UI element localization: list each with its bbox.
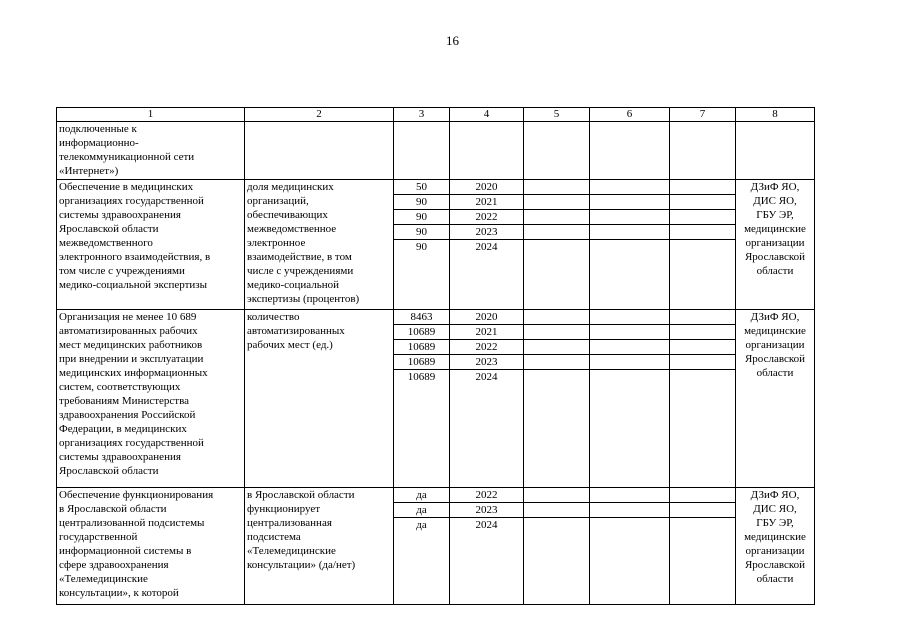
value-item: да [394, 503, 449, 518]
indicator-cell: доля медицинских организаций, обеспечивающих межведомственное электронное взаимодействие, в том числе с учреждениями медико-социальной экспертизы (процентов) [245, 180, 394, 310]
executor-cell: ДЗиФ ЯО, ДИС ЯО, ГБУ ЭР, медицинские организации Ярославской области [736, 180, 815, 310]
value-item: 8463 [394, 310, 449, 325]
measures-table [56, 107, 815, 605]
table-row [57, 122, 815, 180]
year-item: 2022 [450, 210, 523, 225]
empty-cell [670, 310, 736, 488]
column-header: 4 [450, 108, 524, 122]
measure-cell: Обеспечение функционирования в Ярославской области централизованной подсистемы государственной информационной системы в сфере здравоохранения «Телемедицинские консультации», к которой [57, 488, 245, 605]
value-item: да [416, 519, 427, 531]
year-item: 2024 [475, 241, 498, 253]
table-row [57, 180, 815, 310]
year-item: 2022 [450, 488, 523, 503]
empty-cell [590, 122, 670, 180]
value-item: 90 [394, 225, 449, 240]
column-header: 6 [590, 108, 670, 122]
value-cell [394, 488, 450, 605]
value-item: 50 [394, 180, 449, 195]
value-cell [394, 180, 450, 310]
measure-cell: Организация не менее 10 689 автоматизированных рабочих мест медицинских работников при внедрении и эксплуатации медицинских информационных систем, соответствующих требованиям Министерства здравоохранения Российской Федерации, в медицинских организациях государственной системы здравоохранения Ярославской области [57, 310, 245, 488]
year-item: 2023 [450, 503, 523, 518]
year-item: 2024 [475, 371, 498, 383]
empty-cell [670, 488, 736, 605]
value-item: 10689 [394, 355, 449, 370]
empty-cell [590, 310, 670, 488]
table-row [57, 488, 815, 605]
indicator-cell [245, 122, 394, 180]
year-item: 2020 [450, 310, 523, 325]
measure-cell: подключенные к информационно- телекоммуникационной сети «Интернет») [57, 122, 245, 180]
executor-cell: ДЗиФ ЯО, ДИС ЯО, ГБУ ЭР, медицинские организации Ярославской области [736, 488, 815, 605]
year-item: 2020 [450, 180, 523, 195]
year-item: 2021 [450, 325, 523, 340]
empty-cell [524, 488, 590, 605]
year-item: 2023 [450, 355, 523, 370]
empty-cell [670, 122, 736, 180]
year-cell [450, 180, 524, 310]
empty-cell [590, 180, 670, 310]
value-item: 90 [394, 210, 449, 225]
indicator-cell: количество автоматизированных рабочих мест (ед.) [245, 310, 394, 488]
year-item: 2021 [450, 195, 523, 210]
empty-cell [524, 180, 590, 310]
value-cell [394, 122, 450, 180]
empty-cell [590, 488, 670, 605]
column-header: 3 [394, 108, 450, 122]
column-header: 8 [736, 108, 815, 122]
year-item: 2023 [450, 225, 523, 240]
value-item: 10689 [394, 340, 449, 355]
value-item: 90 [416, 241, 427, 253]
year-item: 2022 [450, 340, 523, 355]
value-item: 90 [394, 195, 449, 210]
value-item: да [394, 488, 449, 503]
page-number: 16 [446, 33, 459, 48]
measure-cell: Обеспечение в медицинских организациях государственной системы здравоохранения Ярославской области межведомственного электронного взаимодействия, в том числе с учреждениями медико-социальной экспертизы [57, 180, 245, 310]
column-header: 7 [670, 108, 736, 122]
value-item: 10689 [394, 325, 449, 340]
value-cell [394, 310, 450, 488]
value-item: 10689 [407, 371, 436, 383]
year-cell [450, 488, 524, 605]
empty-cell [670, 180, 736, 310]
indicator-cell: в Ярославской области функционирует централизованная подсистема «Телемедицинские консультации» (да/нет) [245, 488, 394, 605]
column-header: 5 [524, 108, 590, 122]
table-header-row [57, 108, 815, 122]
column-header: 1 [57, 108, 245, 122]
year-item: 2024 [475, 519, 498, 531]
empty-cell [524, 310, 590, 488]
executor-cell: ДЗиФ ЯО, медицинские организации Ярославской области [736, 310, 815, 488]
executor-cell [736, 122, 815, 180]
year-cell [450, 310, 524, 488]
table-row [57, 310, 815, 488]
year-cell [450, 122, 524, 180]
column-header: 2 [245, 108, 394, 122]
empty-cell [524, 122, 590, 180]
